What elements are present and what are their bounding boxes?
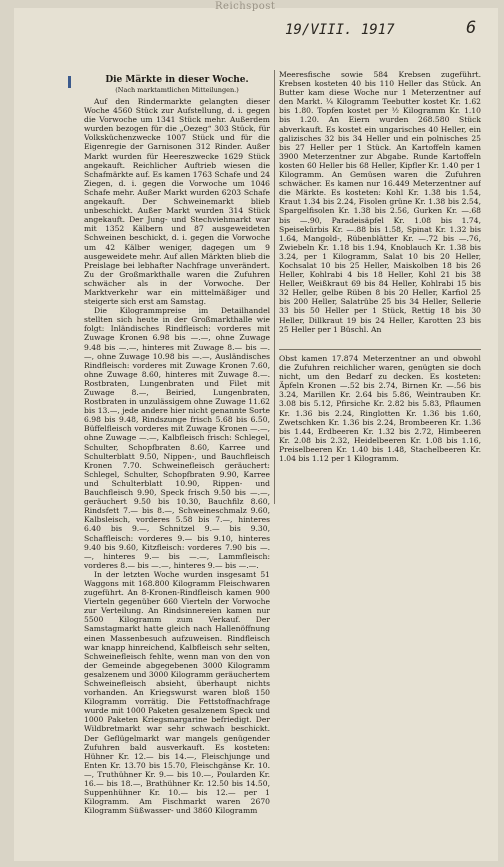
paragraph: In der letzten Woche wurden insgesamt 51 Waggons mit 168.800 Kilogramm Fleischwaren zugeführt. An 8-Kronen-Rindfleisch kamen 900 Vierteln gegenüber 660 Vierteln der Vorwoche zur Verteilung. An Rindsinnereien kamen nur 5500 Kilogramm zum Verkauf. Der Samstagmarkt hatte gleich nach Hallenöffnung einen Massenbesuch aufzuweisen. Rindfleisch war knapp hinreichend, Kalbfleisch sehr selten, Schweinefleisch fehlte, wenn man von den von der Gemeinde abgegebenen 3000 Kilogramm gesalzenem und 3000 Kilogramm geräuchertem Schweinefleisch absieht, überhaupt nichts vorhanden. An Kriegswurst waren bloß 150 Kilogramm vorrätig. Die Fettstoffnachfrage wurde mit 1000 Paketen gesalzenem Speck und 1000 Paketen Kriegsmargarine befriedigt. Der Wildbretmarkt war sehr schwach beschickt. Der Geflügelmarkt war mangels genügender Zufuhren bald ausverkauft. Es kosteten: Hühner Kr. 12.— bis 14.—, Fleischjunge und Enten Kr. 13.70 bis 15.70, Fleischgänse Kr. 10.—, Truthühner Kr. 9.— bis 10.—, Poularden Kr. 16.— bis 18.—, Brathühner Kr. 12.50 bis 14.50, Suppenhühner Kr. 10.— bis 12.— per 1 Kilogramm. Am Fischmarkt waren 2670 Kilogramm Süßwasser- und 3860 Kilogramm: [84, 569, 270, 816]
section-divider: [279, 349, 481, 350]
article-right-column: [279, 70, 481, 350]
paragraph: Meeresfische sowie 584 Krebsen zugeführt. Krebsen kosteten 40 bis 110 Heller das Stück. An Butter kam diese Woche nur 1 Meterzentner auf den Markt. ¼ Kilogramm Teebutter kostet Kr. 1.62 bis 1.80. Topfen kostet per ½ Kilogramm Kr. 1.10 bis 1.20. An Eiern wurden 268.580 Stück abverkauft. Es kostet ein ungarisches 40 Heller, ein galizisches 32 bis 34 Heller und ein polnisches 25 bis 27 Heller per 1 Stück. An Kartoffeln kamen 3900 Meterzentner zur Abgabe. Runde Kartoffeln kosten 60 Heller bis 68 Heller, Kipfler Kr. 1.40 per 1 Kilogramm. An Gemüsen waren die Zufuhren schwächer. Es kamen nur 16.449 Meterzentner auf die Märkte. Es kosteten: Kohl Kr. 1.38 bis 1.54, Kraut 1.34 bis 2.24, Fisolen grüne Kr. 1.38 bis 2.54, Spargelfisolen Kr. 1.38 bis 2.56, Gurken Kr. —.68 bis —.90, Paradeisäpfel Kr. 1.08 bis 1.74, Speisekürbis Kr. —.88 bis 1.58, Spinat Kr. 1.32 bis 1.64, Mangold-, Rübenblätter Kr. —.72 bis —.76, Zwiebeln Kr. 1.18 bis 1.94, Knoblauch Kr. 1.38 bis 3.24, per 1 Kilogramm, Salat 10 bis 20 Heller, Kochsalat 10 bis 25 Heller, Maiskolben 18 bis 26 Heller, Kohlrabi 4 bis 18 Heller, Kohl 21 bis 38 Heller, Weißkraut 69 bis 84 Heller, Kohlrabi 15 bis 32 Heller, gelbe Rüben 8 bis 20 Heller, Karfiol 25 bis 200 Heller, Salatrübe 25 bis 34 Heller, Sellerie 33 bis 50 Heller per 1 Stück, Rettig 18 bis 30 Heller, Dillkraut 19 bis 24 Heller, Karotten 23 bis 25 Heller per 1 Büschl. An: [279, 70, 481, 334]
column-rule: [274, 70, 275, 504]
article-right-column-continued: [279, 354, 481, 504]
article-left-column: [84, 72, 270, 848]
article-subtitle: (Nach marktamtlichen Mitteilungen.): [115, 86, 239, 94]
paragraph: Die Kilogrammpreise im Detailhandel stellten sich heute in der Großmarkthalle wie folgt: Inländisches Rindfleisch: vorderes mit Zuwage Kronen 6.98 bis —.—, ohne Zuwage 9.48 bis —.—, hinteres mit Zuwage 8.— bis —.—, ohne Zuwage 10.98 bis —.—, Ausländisches Rindfleisch: vorderes mit Zuwage Kronen 7.60, ohne Zuwage 8.60, hinteres mit Zuwage 8.—. Rostbraten, Lungenbraten und Filet mit Zuwage 8.—, Beiried, Lungenbraten, Rostbraten in unzulässigem ohne Zuwage 11.62 bis 13.—, jede andere hier nicht genannte Sorte 6.98 bis 9.48, Rindszunge frisch 5.68 bis 6.50, Büffelfleisch vorderes mit Zuwage Kronen —.—, ohne Zuwage —.—, Kalbfleisch frisch: Schlegel, Schulter, Schopfbraten 8.60, Karree und Schulterblatt 9.50, Nippen-, und Bauchfleisch Kronen 7.70. Schweinefleisch geräuchert: Schlegel, Schulter, Schopfbraten 9.90, Karree und Schulterblatt 10.90, Rippen- und Bauchfleisch 9.90, Speck frisch 9.50 bis —.—, geräuchert 9.50 bis 10.30, Bauchfilz 8.60, Rindsfett 7.— bis 8.—, Schweineschmalz 9.60, Kalbsleisch, vorderes 5.58 bis 7.—, hinteres 6.40 bis 9.—, Schnitzel 9.— bis 9.30, Schaffleisch: vorderes 9.— bis 9.10, hinteres 9.40 bis 9.60, Kitzfleisch: vorderes 7.90 bis —.—, hinteres 9.— bis —.—, Lammfleisch: vorderes 8.— bis —.—, hinteres 9.— bis —.—.: [84, 306, 270, 570]
paragraph: Auf den Rindermarkte gelangten dieser Woche 4560 Stück zur Aufstellung, d. i. gegen die Vorwoche um 1341 Stück mehr. Außerdem wurden bezogen für die „Oezeg“ 303 Stück, für Volksküchenzwecke 1007 Stück und für die Eigenregie der Garnisonen 312 Rinder. Außer Markt wurden für Heereszwecke 1629 Stück angekauft. Reichlicher Auftrieb wiesen die Schafmärkte auf. Es kamen 1763 Schafe und 24 Ziegen, d. i. gegen die Vorwoche um 1046 Schafe mehr. Außer Markt wurden 6203 Schafe angekauft. Der Schweinemarkt blieb unbeschickt. Außer Markt wurden 314 Stück angekauft. Der Jung- und Stechviehmarkt war mit 1352 Kälbern und 87 ausgeweideten Schweinen beschickt, d. i. gegen die Vorwoche um 42 Kälber weniger, dagegen um 9 ausgeweidete mehr. Auf allen Märkten blieb die Preislage bei lebhafter Nachfrage unverändert. Zu der Großmarkthalle waren die Zufuhren schwächer als in der Vorwoche. Der Marktverkehr war ein mittelmäßiger und steigerte sich erst am Samstag.: [84, 97, 270, 307]
handwritten-date: 19/VIII. 1917: [285, 22, 395, 38]
masthead-stamp: Reichspost: [215, 1, 276, 12]
handwritten-mark: 6: [466, 18, 477, 38]
margin-marker: [68, 76, 71, 88]
paragraph: Obst kamen 17.874 Meterzentner an und obwohl die Zufuhren reichlicher waren, genügten sie doch nicht, um den Bedarf zu decken. Es kosteten: Äpfeln Kronen —.52 bis 2.74, Birnen Kr. —.56 bis 3.24, Marillen Kr. 2.64 bis 5.86, Weintrauben Kr. 3.08 bis 5.12, Pfirsiche Kr. 2.82 bis 5.83, Pflaumen Kr. 1.36 bis 2.24, Ringlotten Kr. 1.36 bis 1.60, Zwetschken Kr. 1.36 bis 2.24, Brombeeren Kr. 1.36 bis 1.44, Erdbeeren Kr. 1.32 bis 2.72, Himbeeren Kr. 2.08 bis 2.32, Heidelbeeren Kr. 1.08 bis 1.16, Preiselbeeren Kr. 1.40 bis 1.48, Stachelbeeren Kr. 1.04 bis 1.12 per 1 Kilogramm.: [279, 354, 481, 464]
article-title: Die Märkte in dieser Woche.: [105, 75, 249, 85]
